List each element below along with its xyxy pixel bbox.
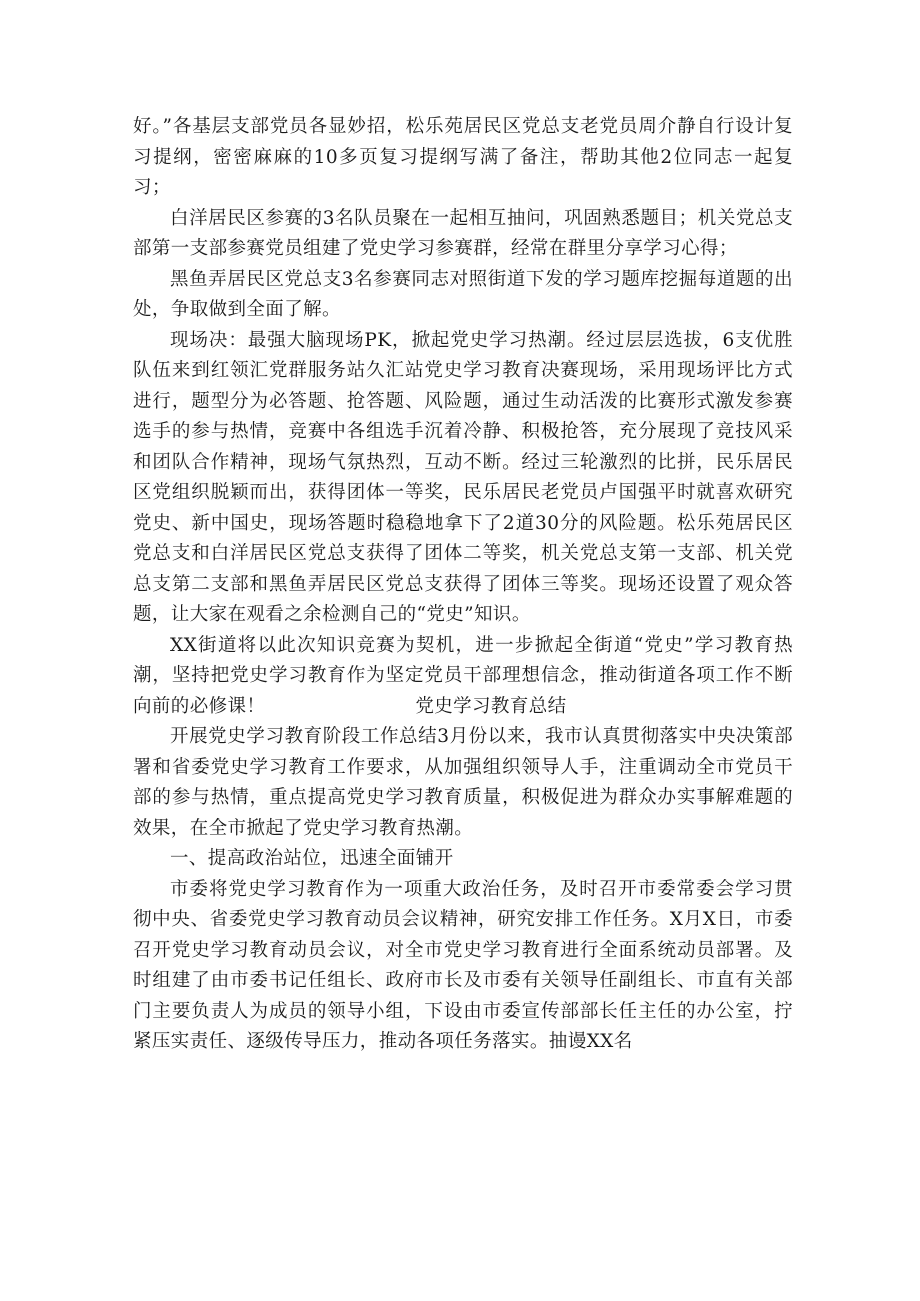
paragraph-summary-intro: 开展党史学习教育阶段工作总结3月份以来，我市认真贯彻落实中央决策部署和省委党史学习教育工作要求，从加强组织领导人手，注重调动全市党员干部的参与热情，重点提高党史学习教育质量，积极促进为群众办实事解难题的效果，在全市掀起了党史学习教育热潮。 bbox=[133, 726, 793, 839]
paragraph-onsite-final: 现场决：最强大脑现场PK，掀起党史学习热潮。经过层层选拔，6支优胜队伍来到红领汇党群服务站久汇站党史学习教育决赛现场，采用现场评比方式进行，题型分为必答题、抢答题、风险题，通过生动活泼的比赛形式激发参赛选手的参与热情，竞赛中各组选手沉着冷静、积极抢答，充分展现了竞技风采和团队合作精神，现场气氛热烈，互动不断。经过三轮激烈的比拼，民乐居民区党组织脱颖而出，获得团体一等奖，民乐居民老党员卢国强平时就喜欢研究党史、新中国史，现场答题时稳稳地拿下了2道30分的风险题。松乐苑居民区党总支和白洋居民区党总支获得了团体二等奖，机关党总支第一支部、机关党总支第二支部和黑鱼弄居民区党总支获得了团体三等奖。现场还设置了观众答题，让大家在观看之余检测自己的“党史”知识。 bbox=[133, 329, 793, 625]
document-body bbox=[133, 112, 793, 1058]
paragraph-street-text: XX街道将以此次知识竞赛为契机，进一步掀起全街道“党史”学习教育热潮，坚持把党史学习教育作为坚定党员干部理想信念，推动街道各项工作不断向前的必修课！ bbox=[133, 634, 793, 717]
paragraph-continuation: 好。”各基层支部党员各显妙招，松乐苑居民区党总支老党员周介静自行设计复习提纲，密密麻麻的10多页复习提纲写满了备注，帮助其他2位同志一起复习； bbox=[133, 116, 793, 198]
document-title: 党史学习教育总结 bbox=[415, 695, 567, 717]
paragraph-baiyang: 白洋居民区参赛的3名队员聚在一起相互抽问，巩固熟悉题目；机关党总支部第一支部参赛党员组建了党史学习参赛群，经常在群里分享学习心得； bbox=[133, 207, 793, 259]
section-heading-one: 一、提高政治站位，迅速全面铺开 bbox=[170, 848, 454, 869]
paragraph-street-conclusion bbox=[133, 631, 793, 723]
paragraph-heiyunong: 黑鱼弄居民区党总支3名参赛同志对照街道下发的学习题库挖掘每道题的出处，争取做到全面了解。 bbox=[133, 268, 793, 320]
paragraph-municipal-committee: 市委将党史学习教育作为一项重大政治任务，及时召开市委常委会学习贯彻中央、省委党史学习教育动员会议精神，研究安排工作任务。X月X日，市委召开党史学习教育动员会议，对全市党史学习教育进行全面系统动员部署。及时组建了由市委书记任组长、政府市长及市委有关领导任副组长、市直有关部门主要负责人为成员的领导小组，下设由市委宣传部部长任主任的办公室，拧紧压实责任、逐级传导压力，推动各项任务落实。抽谩XX名 bbox=[133, 878, 793, 1052]
